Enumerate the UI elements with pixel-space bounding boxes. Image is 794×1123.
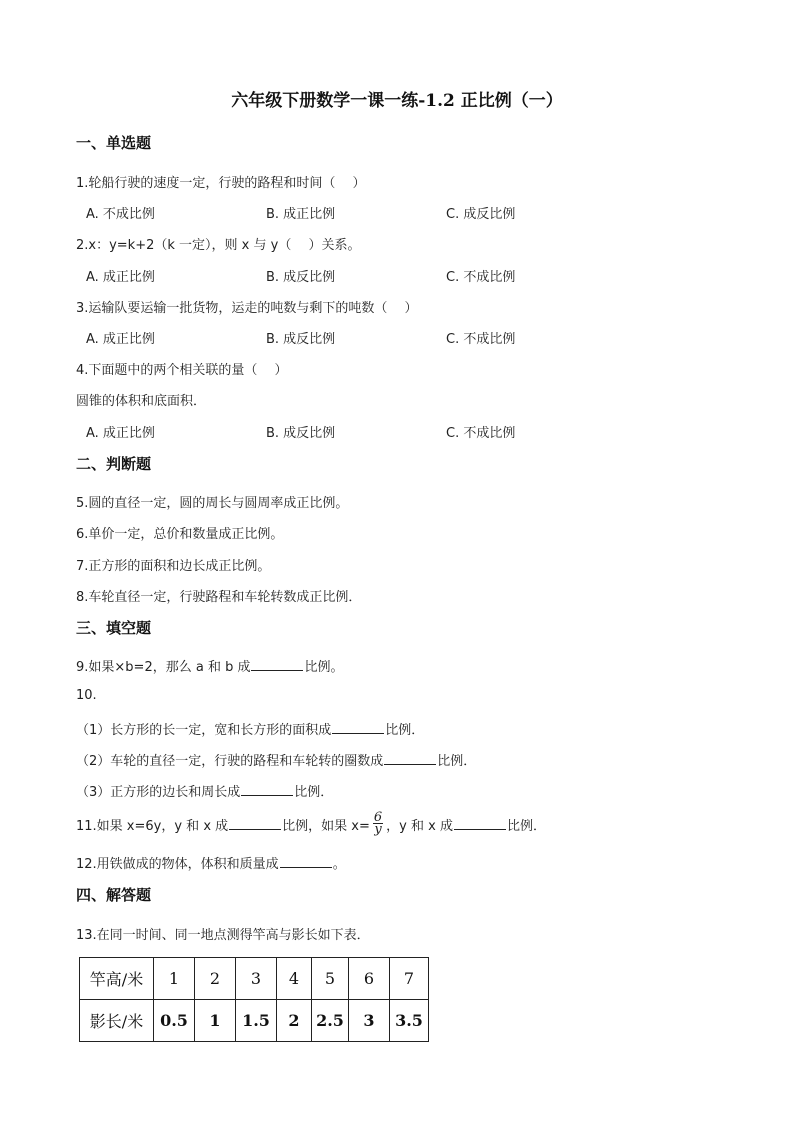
question-10: 10.: [76, 688, 97, 703]
q10-2-text-end: 比例．: [437, 754, 477, 769]
q10-3-text: （3）正方形的边长和周长成: [76, 785, 241, 800]
question-3: 3.运输队要运输一批货物，运走的吨数与剩下的吨数（ ）: [76, 301, 418, 316]
question-12: [76, 853, 346, 872]
q10-3-text-end: 比例．: [294, 785, 334, 800]
section-heading-judge: 二、判断题: [76, 455, 152, 473]
table-cell: 2: [195, 958, 236, 1000]
question-13: 13.在同一时间、同一地点测得竿高与影长如下表．: [76, 928, 370, 943]
table-cell: 1.5: [236, 1000, 277, 1042]
question-10-1: [76, 719, 424, 738]
section-heading-answer: 四、解答题: [76, 886, 152, 904]
q2-option-c: C. 不成比例: [446, 270, 516, 285]
q10-1-blank[interactable]: [332, 721, 384, 734]
q12-text-end: 。: [332, 857, 346, 872]
q1-option-a: A. 不成比例: [86, 207, 155, 222]
q10-3-blank[interactable]: [241, 783, 293, 796]
table-cell: 2.5: [312, 1000, 349, 1042]
q11-text-mid: 比例，如果 x=: [282, 819, 370, 834]
table-row: [80, 1000, 429, 1042]
table-cell: 2: [277, 1000, 312, 1042]
table-row: [80, 958, 429, 1000]
table-cell: 3: [349, 1000, 390, 1042]
q1-option-b: B. 成正比例: [266, 207, 336, 222]
q11-text-mid2: ，y 和 x 成: [386, 819, 453, 834]
q3-option-a: A. 成正比例: [86, 332, 155, 347]
q11-fraction-denominator: y: [374, 822, 382, 837]
question-1: 1.轮船行驶的速度一定，行驶的路程和时间（ ）: [76, 176, 366, 191]
table-row-label-shadow: 影长/米: [80, 1000, 154, 1042]
table-cell: 6: [349, 958, 390, 1000]
q11-fraction-numerator: 6: [373, 810, 383, 825]
q11-text: 11.如果 x=6y，y 和 x 成: [76, 819, 229, 834]
question-10-3: [76, 781, 333, 800]
question-9: [76, 656, 343, 675]
table-cell: 5: [312, 958, 349, 1000]
question-4-detail: 圆锥的体积和底面积．: [76, 394, 207, 409]
q4-option-c: C. 不成比例: [446, 426, 516, 441]
table-row-label-height: 竿高/米: [80, 958, 154, 1000]
q12-blank[interactable]: [280, 855, 332, 868]
table-cell: 7: [390, 958, 429, 1000]
q11-blank-1[interactable]: [229, 817, 281, 830]
section-heading-fill: 三、填空题: [76, 619, 152, 637]
q9-text-end: 比例。: [304, 660, 344, 675]
q11-fraction: [373, 812, 383, 835]
section-heading-single-choice: 一、单选题: [76, 134, 152, 152]
question-4: 4.下面题中的两个相关联的量（ ）: [76, 363, 288, 378]
table-cell: 1: [195, 1000, 236, 1042]
q10-1-text-end: 比例．: [385, 723, 425, 738]
q12-text: 12.用铁做成的物体，体积和质量成: [76, 857, 279, 872]
q2-option-a: A. 成正比例: [86, 270, 155, 285]
table-cell: 4: [277, 958, 312, 1000]
table-cell: 3: [236, 958, 277, 1000]
q10-2-text: （2）车轮的直径一定，行驶的路程和车轮转的圈数成: [76, 754, 384, 769]
q3-option-b: B. 成反比例: [266, 332, 336, 347]
table-cell: 0.5: [154, 1000, 195, 1042]
page-title: 六年级下册数学一课一练-1.2 正比例（一）: [231, 91, 563, 111]
question-7: 7.正方形的面积和边长成正比例。: [76, 559, 271, 574]
question-5: 5.圆的直径一定，圆的周长与圆周率成正比例。: [76, 496, 349, 511]
table-cell: 3.5: [390, 1000, 429, 1042]
table-cell: 1: [154, 958, 195, 1000]
pole-shadow-table: [79, 957, 429, 1042]
q4-option-b: B. 成反比例: [266, 426, 336, 441]
q11-blank-2[interactable]: [454, 817, 506, 830]
q10-1-text: （1）长方形的长一定，宽和长方形的面积成: [76, 723, 332, 738]
q3-option-c: C. 不成比例: [446, 332, 516, 347]
question-2: 2.x：y=k+2（k 一定），则 x 与 y（ ）关系。: [76, 238, 361, 253]
question-6: 6.单价一定，总价和数量成正比例。: [76, 527, 284, 542]
q1-option-c: C. 成反比例: [446, 207, 516, 222]
question-8: 8.车轮直径一定，行驶路程和车轮转数成正比例．: [76, 590, 362, 605]
question-11: [76, 810, 546, 838]
q9-blank[interactable]: [251, 658, 303, 671]
question-10-2: [76, 750, 476, 769]
q2-option-b: B. 成反比例: [266, 270, 336, 285]
q10-2-blank[interactable]: [384, 752, 436, 765]
q11-text-end: 比例．: [506, 819, 546, 834]
q4-option-a: A. 成正比例: [86, 426, 155, 441]
q9-text: 9.如果×b=2，那么 a 和 b 成: [76, 660, 251, 675]
